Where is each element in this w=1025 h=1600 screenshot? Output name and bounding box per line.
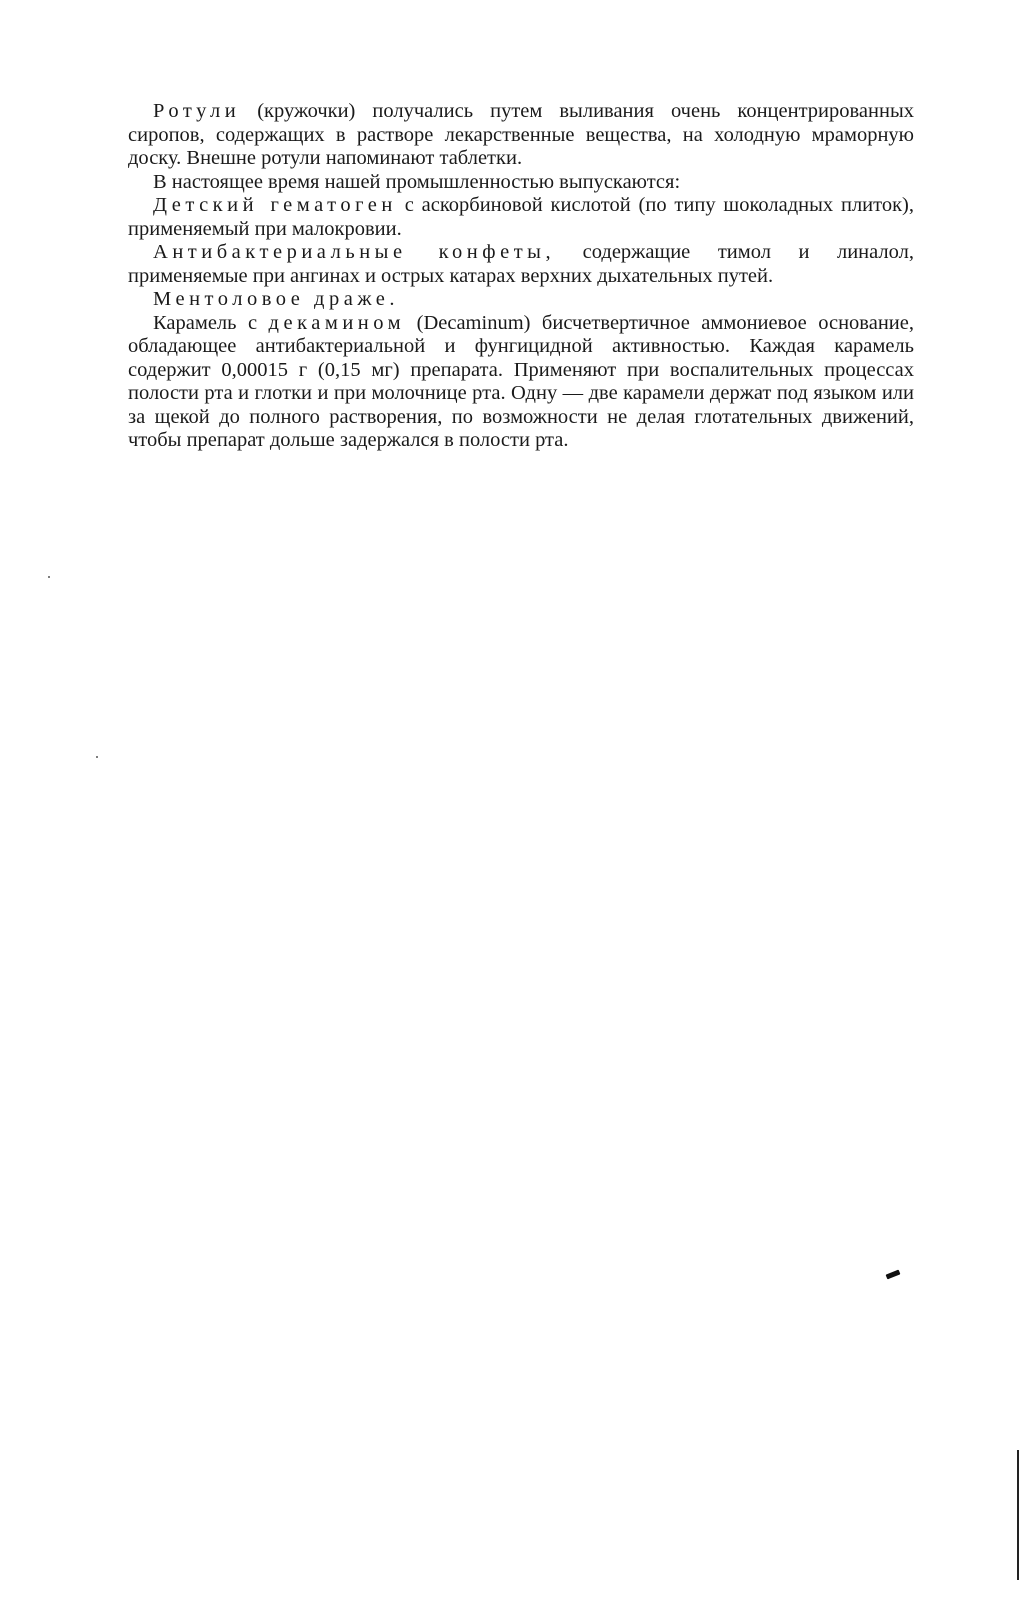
term-caramel-prefix: Карамель с xyxy=(153,311,269,334)
paragraph-caramel xyxy=(128,312,914,453)
paragraph-industry xyxy=(128,171,914,195)
page-body-text xyxy=(128,100,914,453)
scan-speck xyxy=(96,756,98,758)
scan-mark xyxy=(886,1270,901,1280)
paragraph-candies-text: содержащие тимол и линалол, применяемые при ангинах и острых катарах верхних дыхательных путей. xyxy=(128,241,914,287)
term-dragee: Ментоловое драже. xyxy=(153,288,400,310)
paragraph-industry-text: В настоящее время нашей промышленностью выпускаются: xyxy=(153,170,681,193)
term-decamin: декамином xyxy=(268,311,406,334)
paragraph-hematogen-text: с аскорбиновой кислотой (по типу шоколадных плиток), применяемый при малокровии. xyxy=(128,194,914,240)
paragraph-caramel-text: (Decaminum) бисчетвертичное аммониевое основание, обладающее антибактериальной и фунгицидной активностью. Каждая карамель содержит 0,00015 г (0,15 мг) препарата. Применяют при воспалительных процессах полости рта и глотки и при молочнице рта. Одну — две карамели держат под языком или за щекой до полного растворения, по возможности не делая глотательных движений, чтобы препарат дольше задержался в полости рта. xyxy=(128,311,914,451)
term-hematogen: Детский гематоген xyxy=(153,194,397,216)
paragraph-dragee xyxy=(128,288,914,312)
term-candies: Антибактериальные конфеты, xyxy=(153,241,556,263)
paragraph-rotuli-text: (кружочки) получались путем выливания очень концентрированных сиропов, содержащих в растворе лекарственные вещества, на холодную мраморную доску. Внешне ротули напоминают таблетки. xyxy=(128,100,914,169)
paragraph-hematogen xyxy=(128,194,914,241)
term-rotuli: Ротули xyxy=(153,100,241,122)
paragraph-candies xyxy=(128,241,914,288)
scan-speck xyxy=(48,576,50,578)
scan-edge-line xyxy=(1017,1450,1019,1580)
paragraph-rotuli xyxy=(128,100,914,171)
